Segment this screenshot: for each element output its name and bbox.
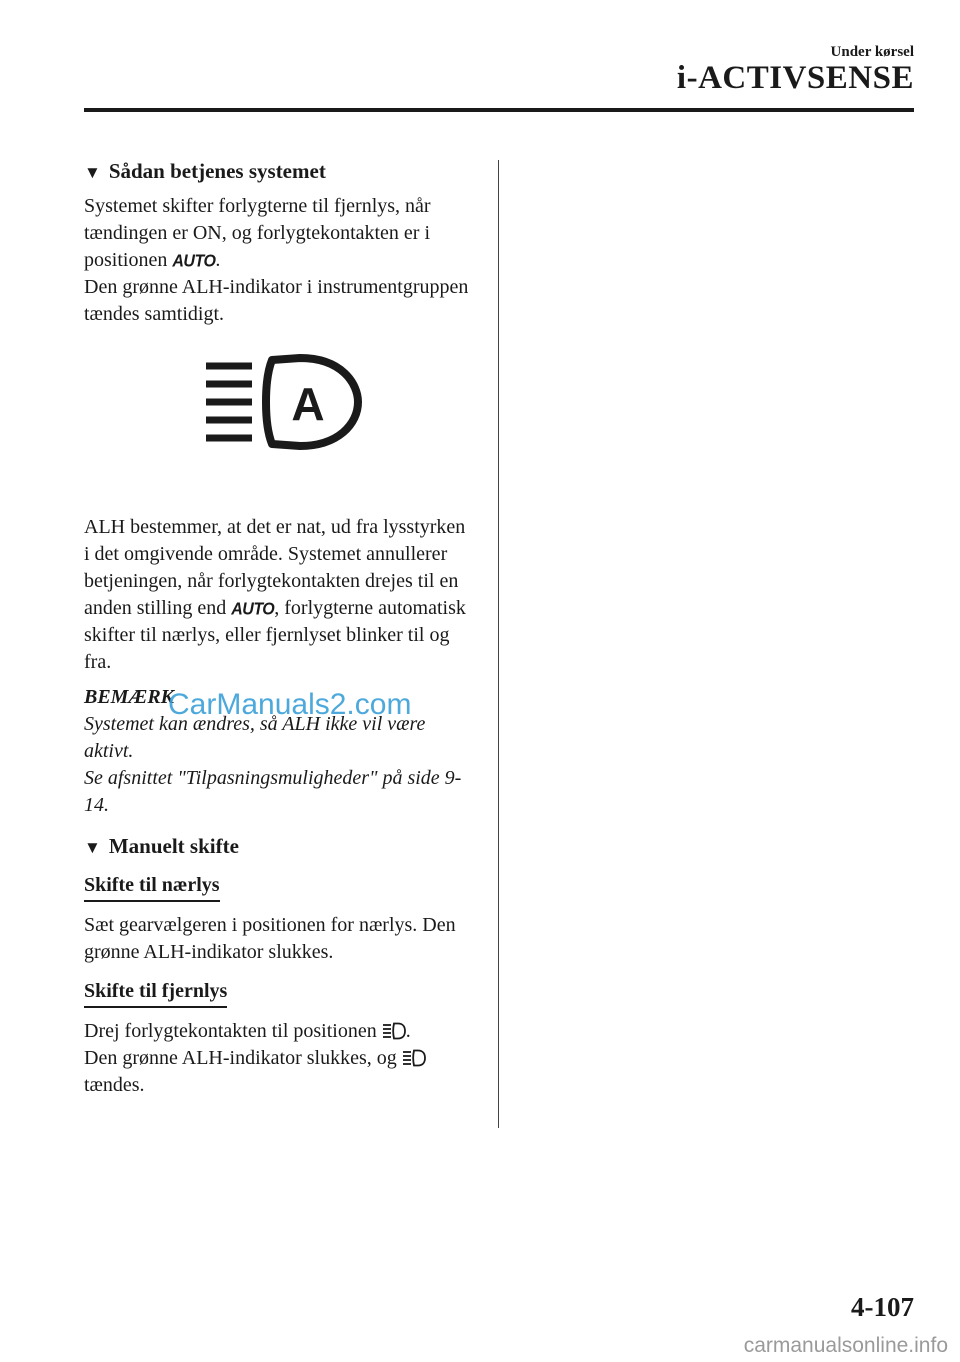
subheading-high-beam: Skifte til fjernlys [84,978,227,1008]
auto-icon: AUTO [231,600,275,619]
header-rule [84,108,914,112]
paragraph-text: Systemet skifter forlygterne til fjernlys, når tændingen er ON, og forlygtekontakten er i positionen [84,195,431,271]
paragraph-high-beam [84,1018,474,1099]
paragraph-text: Drej forlygtekontakten til positionen [84,1020,377,1042]
section-heading-text: Sådan betjenes systemet [108,159,326,183]
chapter-title: i-ACTIVSENSE [676,60,914,96]
paragraph-operation-2 [84,514,474,676]
paragraph-text: . [405,1020,411,1042]
paragraph-text: . [215,249,221,271]
note-line: Systemet kan ændres, så ALH ikke vil være aktivt. [84,713,426,762]
paragraph-text: Den grønne ALH-indikator i instrumentgruppen tændes samtidigt. [84,276,469,325]
column-divider [498,160,499,1128]
section-heading-operation [84,158,474,185]
alh-indicator-figure [84,336,474,506]
paragraph-text: ALH bestemmer, at det er nat, ud fra lysstyrken i det omgivende område. Systemet annullerer betjeningen, når forlygtekontakten drejes til en anden stilling end [84,516,466,619]
page-number: 4-107 [851,1292,914,1322]
alh-indicator-icon [202,354,362,454]
high-beam-icon [402,1049,426,1067]
paragraph-text: , forlygterne automatisk skifter til nærlys, eller fjernlyset blinker til og fra. [84,597,466,673]
triangle-down-icon: ▼ [84,163,101,182]
main-column [84,158,474,1107]
subheading-low-beam: Skifte til nærlys [84,872,220,902]
footer-watermark: carmanualsonline.info [743,1334,948,1357]
figure-letter: A [291,378,325,430]
auto-icon: AUTO [172,252,216,271]
section-label: Under kørsel [830,44,914,60]
watermark-logo: CarManuals2.com [168,688,412,721]
triangle-down-icon: ▼ [84,838,101,857]
paragraph-operation-1 [84,193,474,328]
high-beam-icon [382,1022,406,1040]
paragraph-low-beam: Sæt gearvælgeren i positionen for nærlys. Den grønne ALH-indikator slukkes. [84,914,456,963]
section-heading-text: Manuelt skifte [108,834,239,858]
paragraph-text: Den grønne ALH-indikator slukkes, og [84,1047,397,1069]
note-title: BEMÆRK [84,686,175,708]
note-line: Se afsnittet "Tilpasningsmuligheder" på side 9-14. [84,767,462,816]
section-heading-manual [84,833,474,860]
paragraph-text: tændes. [84,1074,145,1096]
note-text [84,711,474,819]
